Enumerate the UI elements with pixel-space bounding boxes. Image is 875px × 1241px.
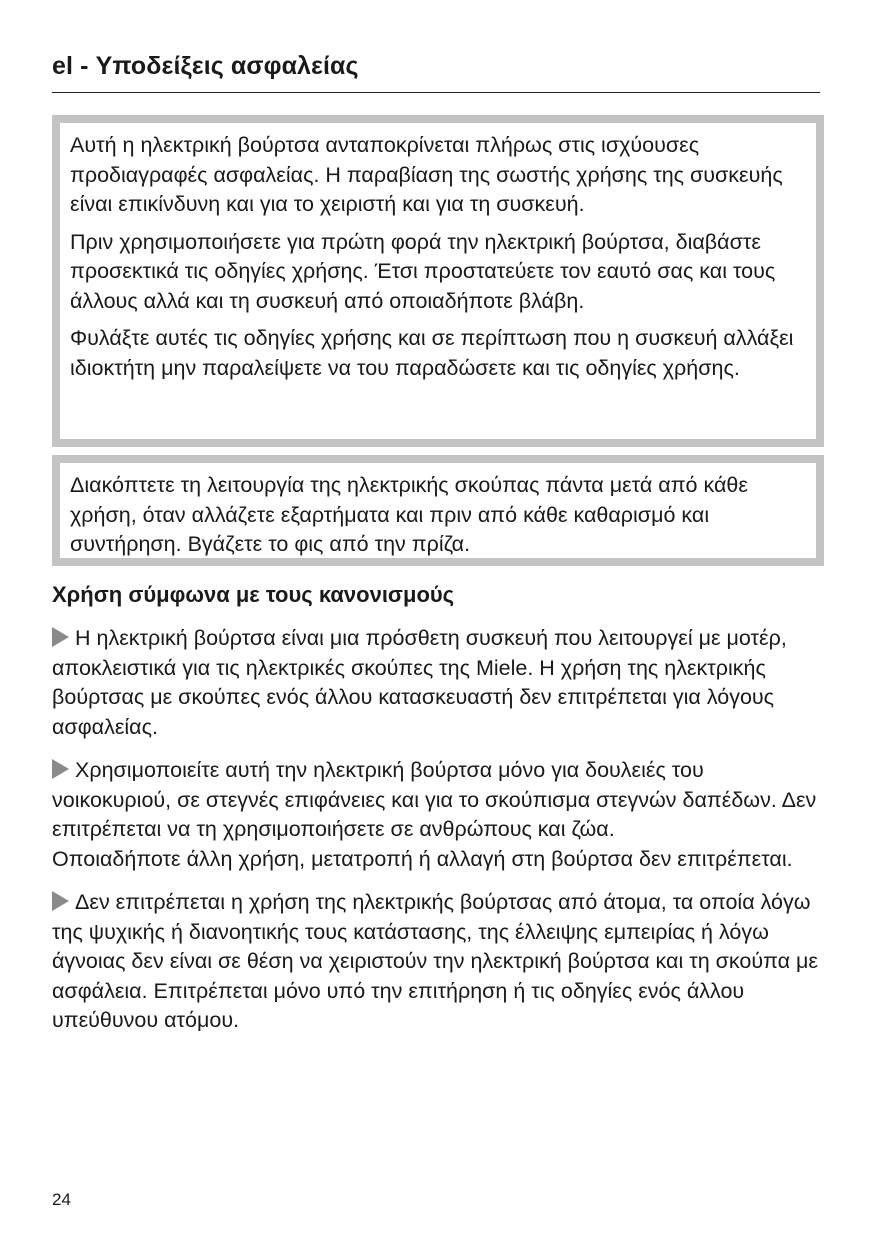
list-item bbox=[52, 756, 822, 845]
notice-paragraph: Αυτή η ηλεκτρική βούρτσα ανταποκρίνεται πλήρως στις ισχύουσες προδιαγραφές ασφαλείας. Η παραβίαση της σωστής χρήσης της συσκευής είναι επικίνδυνη και για το χειριστή και για τη συσκευή. bbox=[70, 133, 783, 216]
notice-paragraph: Πριν χρησιμοποιήσετε για πρώτη φορά την ηλεκτρική βούρτσα, διαβάστε προσεκτικά τις οδηγίες χρήσης. Έτσι προστατεύετε τον εαυτό σας και τους άλλους αλλά και τη συσκευή από οποιαδήποτε βλάβη. bbox=[70, 229, 776, 313]
list-item-text: Δεν επιτρέπεται η χρήση της ηλεκτρικής βούρτσας από άτομα, τα οποία λόγω της ψυχικής ή διανοητικής τους κατάστασης, της έλλειψης εμπειρίας ή λόγω άγνοιας δεν είναι σε θέση να χειριστούν την ηλεκτρική βούρτσα και τη σκούπα με ασφάλεια. Επιτρέπεται μόνο υπό την επιτήρηση ή τις οδηγίες ενός άλλου υπεύθυνου ατόμου. bbox=[52, 890, 819, 1032]
notice-paragraph: Φυλάξτε αυτές τις οδηγίες χρήσης και σε περίπτωση που η συσκευή αλλάξει ιδιοκτήτη μην παραλείψετε να του παραδώσετε και τις οδηγίες χρήσης. bbox=[70, 326, 794, 380]
intended-use-section bbox=[52, 624, 822, 1050]
arrow-right-icon bbox=[52, 627, 69, 647]
arrow-right-icon bbox=[52, 759, 69, 779]
page-number: 24 bbox=[52, 1190, 71, 1209]
disconnect-notice-box bbox=[52, 455, 824, 566]
list-item-continuation: Οποιαδήποτε άλλη χρήση, μετατροπή ή αλλαγή στη βούρτσα δεν επιτρέπεται. bbox=[52, 846, 793, 871]
list-item-text: Η ηλεκτρική βούρτσα είναι μια πρόσθετη συσκευή που λειτουργεί με μοτέρ, αποκλειστικά για τις ηλεκτρικές σκούπες της Miele. Η χρήση της ηλεκτρικής βούρτσας με σκούπες ενός άλλου κατασκευαστή δεν επιτρέπεται για λόγους ασφαλείας. bbox=[52, 626, 787, 739]
page-title: el - Υποδείξεις ασφαλείας bbox=[52, 52, 359, 80]
arrow-right-icon bbox=[52, 891, 69, 911]
safety-notice-box bbox=[52, 115, 824, 447]
list-item-text: Χρησιμοποιείτε αυτή την ηλεκτρική βούρτσα μόνο για δουλειές του νοικοκυριού, σε στεγνές επιφάνειες και για το σκούπισμα στεγνών δαπέδων. Δεν επιτρέπεται να τη χρησιμοποιήσετε σε ανθρώπους και ζώα. bbox=[52, 758, 817, 841]
list-item bbox=[52, 888, 822, 1036]
page-header bbox=[52, 50, 820, 93]
list-item bbox=[52, 624, 822, 742]
section-heading: Χρήση σύμφωνα με τους κανονισμούς bbox=[52, 582, 455, 607]
notice-paragraph: Διακόπτετε τη λειτουργία της ηλεκτρικής σκούπας πάντα μετά από κάθε χρήση, όταν αλλάζετε εξαρτήματα και πριν από κάθε καθαρισμό και συντήρηση. Βγάζετε το φις από την πρίζα. bbox=[70, 473, 748, 556]
